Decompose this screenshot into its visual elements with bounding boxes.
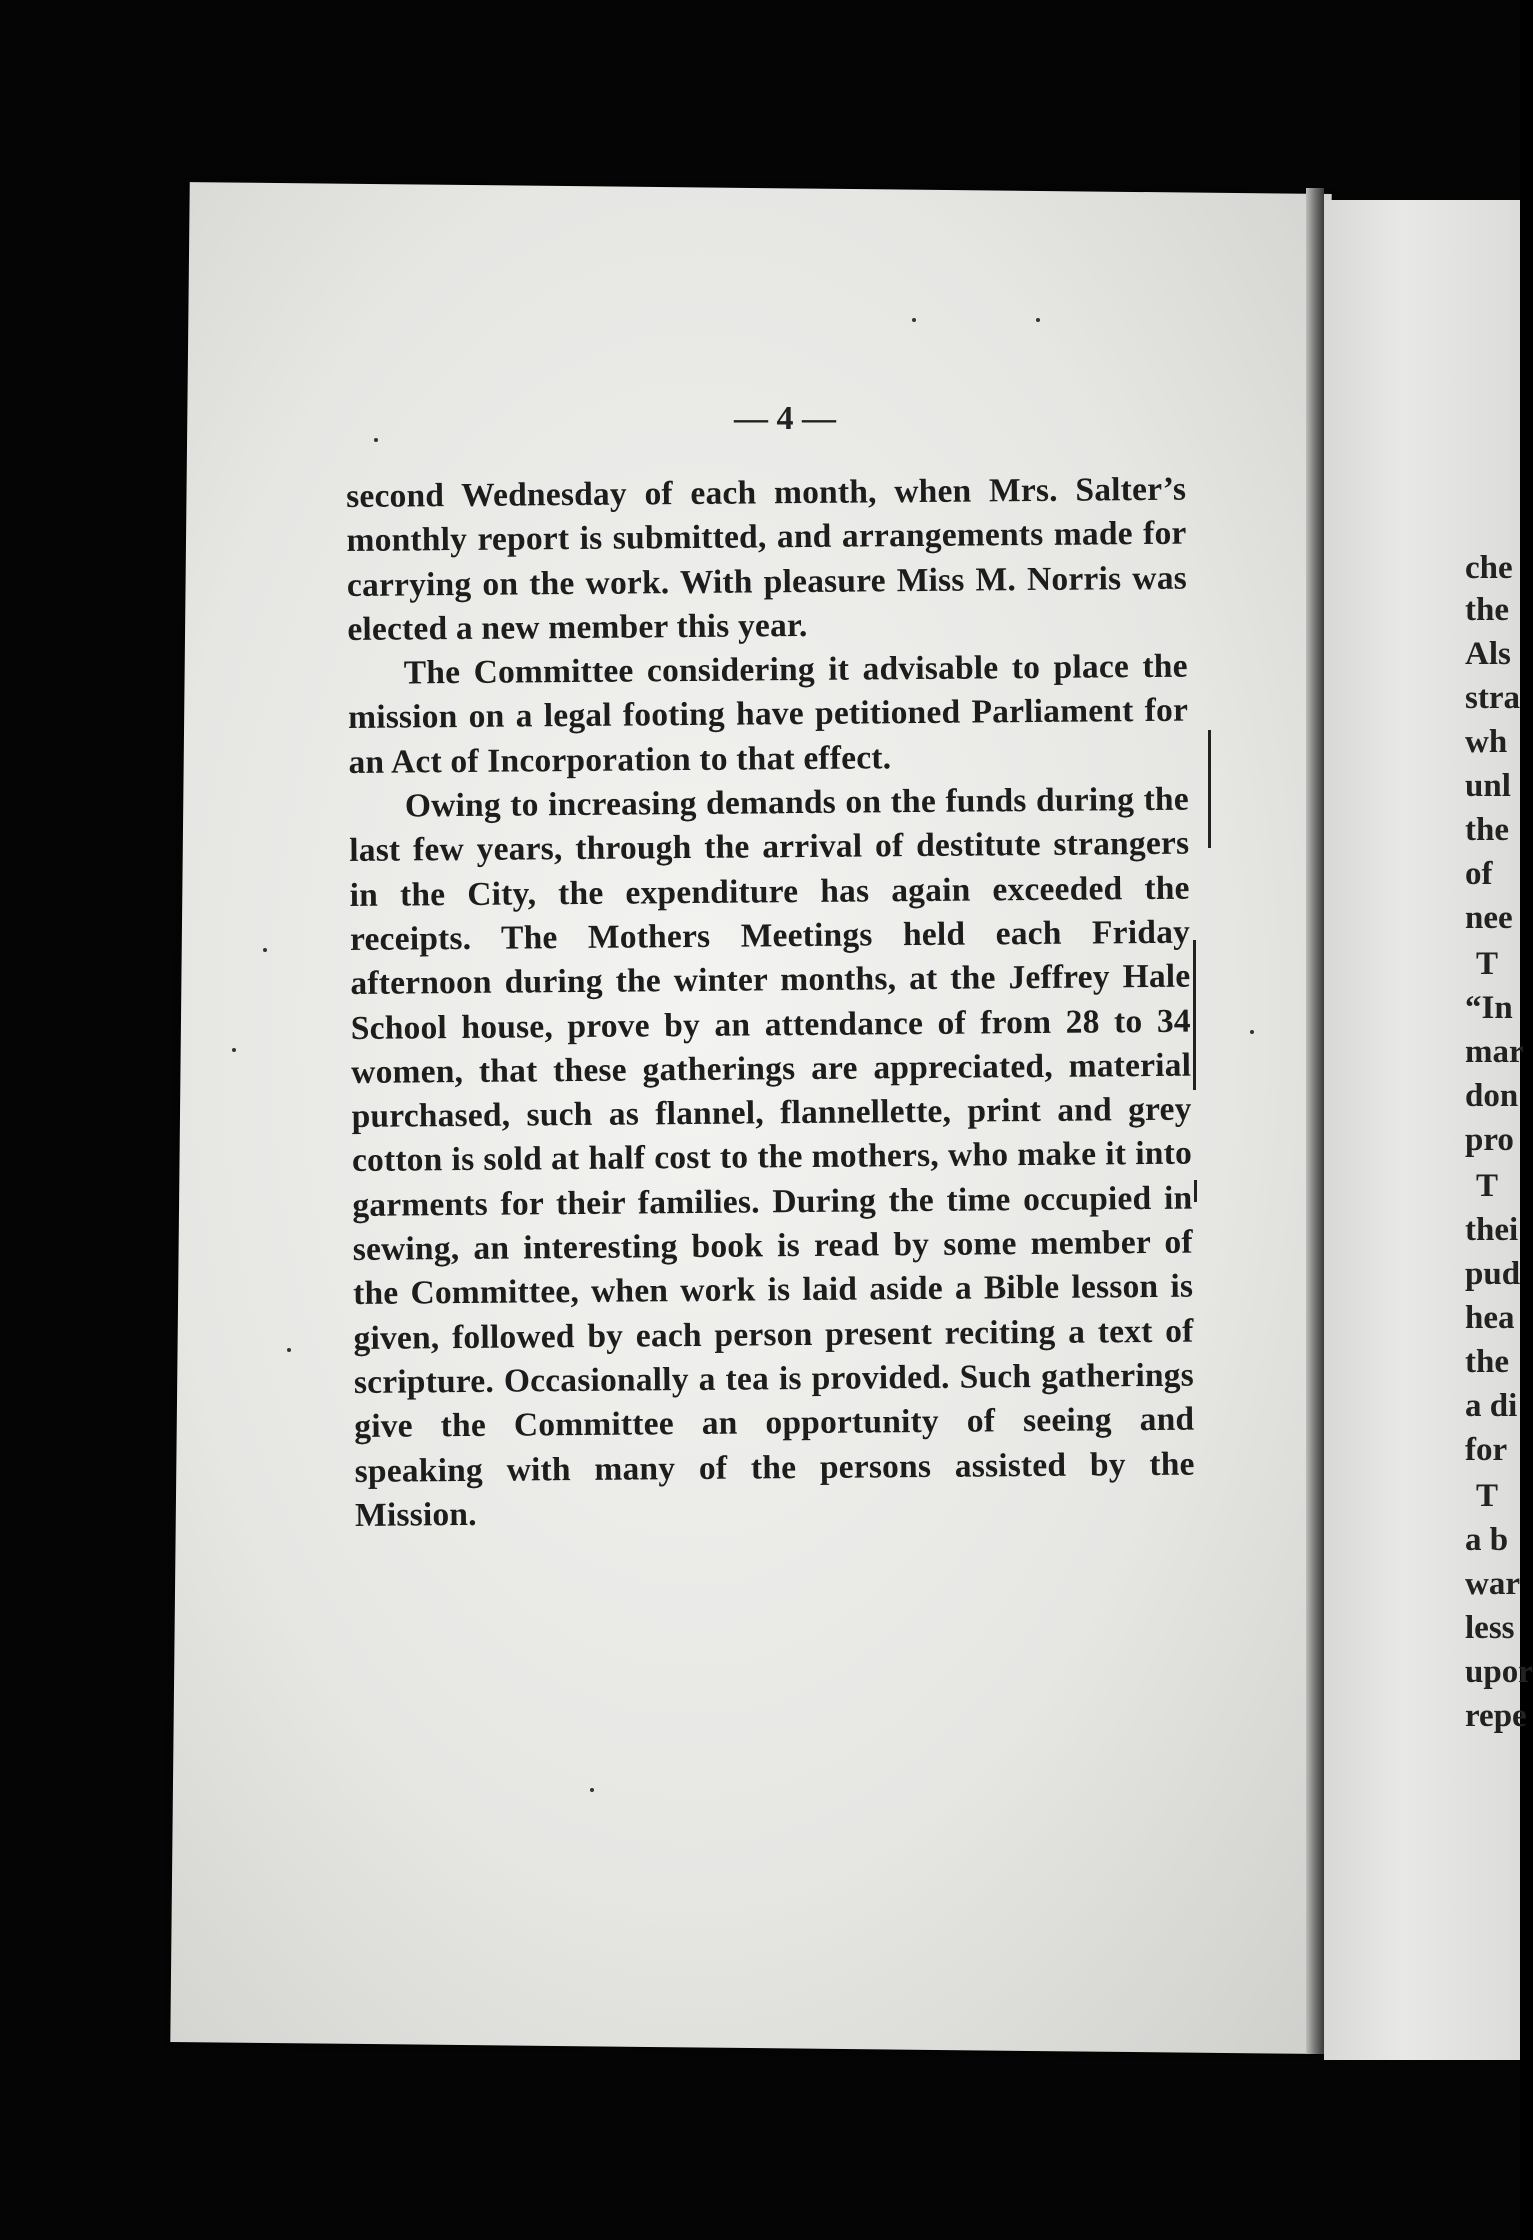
adjacent-line: che [1465, 550, 1513, 586]
adjacent-line: mar [1465, 1034, 1524, 1070]
scan-speck [590, 1788, 594, 1792]
adjacent-line: thei [1465, 1212, 1519, 1248]
scan-speck [1250, 1030, 1254, 1034]
scan-speck [232, 1048, 236, 1052]
adjacent-line: nee [1465, 900, 1513, 936]
margin-mark [1193, 940, 1196, 1090]
adjacent-line: Als [1465, 636, 1511, 672]
adjacent-line: of [1465, 856, 1493, 892]
adjacent-line: a di [1465, 1388, 1518, 1424]
adjacent-line: don [1465, 1078, 1519, 1114]
scan-speck [912, 318, 916, 322]
adjacent-line: “In [1465, 990, 1513, 1026]
adjacent-line: upor [1465, 1654, 1533, 1690]
paragraph: The Committee considering it advisable to place the mission on a legal footing have petitioned Parliament for an Act of Incorporation to that effect. [347, 647, 1189, 781]
paragraph: second Wednesday of each month, when Mrs. Salter’s monthly report is submitted, and arrangements made for carrying on the work. With pleasure Miss M. Norris was elected a new member this year. [346, 470, 1188, 648]
adjacent-line: war [1465, 1566, 1520, 1602]
book-gutter [1306, 188, 1324, 2054]
adjacent-line: T [1476, 946, 1499, 982]
adjacent-line: wh [1465, 724, 1508, 760]
paragraph: Owing to increasing demands on the funds during the last few years, through the arrival of destitute strangers in the City, the expenditure has again exceeded the receipts. The Mothers Meetings held each Friday afternoon during the winter months, at the Jeffrey Hale School house, prove by an attendance of from 28 to 34 women, that these gatherings are appreciated, material purchased, such as flannel, flannellette, print and grey cotton is sold at half cost to the mothers, who make it into garments for their families. During the time occupied in sewing, an interesting book is read by some member of the Committee, when work is laid aside a Bible lesson is given, followed by each person present reciting a text of scripture. Occasionally a tea is provided. Such gatherings give the Committee an opportunity of seeing and speaking with many of the persons assisted by the Mission. [349, 780, 1195, 1534]
adjacent-line: unl [1465, 768, 1511, 804]
adjacent-line: repe [1465, 1698, 1527, 1734]
adjacent-line: less [1465, 1610, 1515, 1646]
adjacent-line: hea [1465, 1300, 1515, 1336]
adjacent-line: T [1476, 1478, 1499, 1514]
adjacent-line: pud [1465, 1256, 1521, 1292]
adjacent-line: the [1465, 812, 1509, 848]
adjacent-page [1324, 200, 1533, 2060]
margin-mark [1208, 730, 1211, 848]
body-text [346, 468, 1195, 1538]
adjacent-line: the [1465, 1344, 1509, 1380]
adjacent-line: pro [1465, 1122, 1514, 1158]
scan-speck [263, 948, 267, 952]
adjacent-line: T [1476, 1168, 1499, 1204]
adjacent-line: a b [1465, 1522, 1509, 1558]
margin-mark [1194, 1180, 1197, 1202]
scan-speck [1036, 318, 1040, 322]
scan-speck [287, 1348, 291, 1352]
scan-speck [374, 438, 378, 442]
page-number: — 4 — [734, 400, 836, 437]
adjacent-line: the [1465, 592, 1509, 628]
adjacent-line: for [1465, 1432, 1508, 1468]
adjacent-line: stra [1465, 680, 1520, 716]
